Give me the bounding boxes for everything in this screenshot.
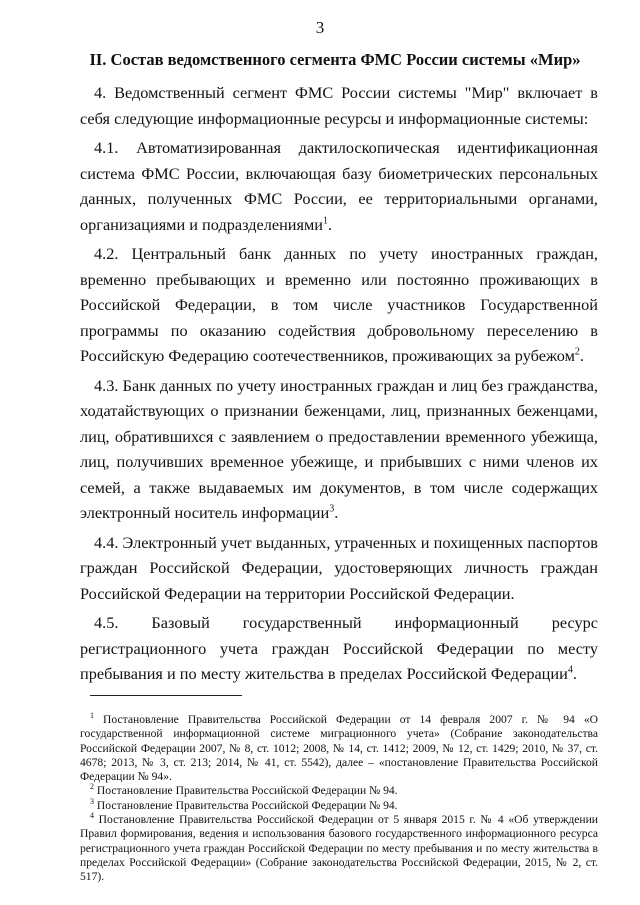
paragraph-text: 4.1. Автоматизированная дактилоскопическая идентификационная система ФМС России, включающая базу биометрических персональных данных, полученных ФМС России, ее территориальными органами, организациями и подразделениями <box>80 138 598 234</box>
paragraph-4-3 <box>80 373 598 526</box>
footnotes <box>80 713 598 885</box>
page-number: 3 <box>315 18 325 37</box>
footnote-mark: 2 <box>90 782 94 792</box>
footnote-4 <box>80 813 598 884</box>
footnote-1 <box>80 713 598 784</box>
paragraph-4 <box>80 80 598 131</box>
footnote-3 <box>80 796 598 813</box>
paragraph-4-5 <box>80 610 598 687</box>
footnote-2 <box>80 784 598 798</box>
section-title: II. Состав ведомственного сегмента ФМС России системы «Мир» <box>89 50 581 69</box>
paragraph-text: 4.2. Центральный банк данных по учету иностранных граждан, временно пребывающих и временно или постоянно проживающих в Российской Федерации, в том числе участников Государственной программы по оказанию содействия добровольному переселению в Российскую Федерацию соотечественников, проживающих за рубежом <box>80 244 598 365</box>
paragraph-text: 4. Ведомственный сегмент ФМС России системы "Мир" включает в себя следующие информационные ресурсы и информационные системы: <box>80 83 598 128</box>
footnote-text: Постановление Правительства Российской Федерации № 94. <box>96 784 398 798</box>
footnote-mark: 1 <box>90 711 94 721</box>
footnote-mark: 4 <box>90 811 94 821</box>
footnote-ref: 4 <box>567 664 573 676</box>
footnote-separator <box>90 695 242 696</box>
footnote-text: Постановление Правительства Российской Федерации от 14 февраля 2007 г. № 94 «О государственной информационной системе миграционного учета» (Собрание законодательства Российской Федерации 2007, № 8, ст. 1012; 2008, № 14, ст. 1412; 2009, № 12, ст. 1429; 2010, № 37, ст. 4678; 2013, № 3, ст. 213; 2014, № 41, ст. 5542), далее – «постановление Правительства Российской Федерации № 94». <box>80 713 598 784</box>
paragraph-4-2 <box>80 241 598 369</box>
footnote-text: Постановление Правительства Российской Федерации от 5 января 2015 г. № 4 «Об утверждении Правил формирования, ведения и использования базового государственного информационного ресурса регистрационного учета граждан Российской Федерации по месту пребывания и по месту жительства в пределах Российской Федерации» (Собрание законодательства Российской Федерации, 2015, № 2, ст. 517). <box>80 813 598 884</box>
footnote-mark: 3 <box>90 796 94 806</box>
paragraph-text: 4.3. Банк данных по учету иностранных граждан и лиц без гражданства, ходатайствующих о признании беженцами, лиц, признанных беженцами, лиц, обратившихся с заявлением о предоставлении временного убежища, лиц, получивших временное убежище, и прибывших с ними членов их семей, а также выдаваемых им документов, в том числе содержащих электронный носитель информации <box>80 375 598 522</box>
sentence-end: . <box>579 346 584 365</box>
footnote-text: Постановление Правительства Российской Федерации № 94. <box>96 798 398 812</box>
sentence-end: . <box>328 214 333 234</box>
paragraph-4-4 <box>80 530 598 607</box>
paragraph-text: 4.5. Базовый государственный информационный ресурс регистрационного учета граждан Российской Федерации по месту пребывания и по месту жительства в пределах Российской Федерации <box>80 613 598 683</box>
paragraph-text: 4.4. Электронный учет выданных, утраченных и похищенных паспортов граждан Российской Федерации, удостоверяющих личность граждан Российской Федерации на территории Российской Федерации. <box>80 532 598 603</box>
footnote-ref: 3 <box>329 503 335 515</box>
sentence-end: . <box>334 503 339 522</box>
footnote-ref: 2 <box>574 346 580 358</box>
paragraph-4-1 <box>80 135 598 237</box>
document-body <box>80 80 598 691</box>
footnote-ref: 1 <box>323 215 329 227</box>
sentence-end: . <box>572 664 577 683</box>
